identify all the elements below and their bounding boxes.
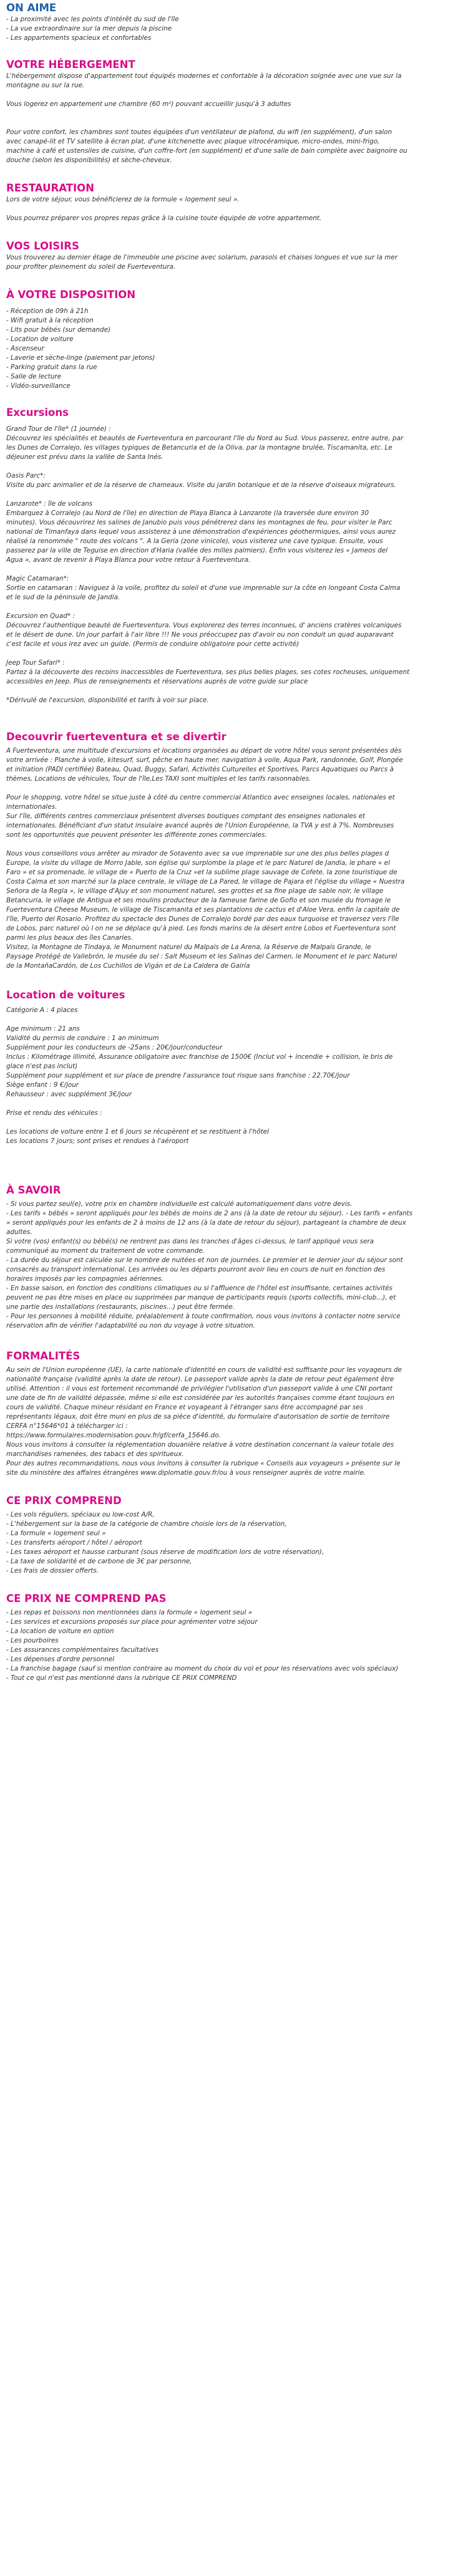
text-line: Nous vous invitons à consulter la réglementation douanière relative à votre destination concernant la valeur totale des	[6, 1441, 394, 1449]
text-line	[6, 205, 467, 214]
text-line: - La vue extraordinaire sur la mer depuis la piscine	[6, 25, 172, 32]
text-line: - Réception de 09h à 21h	[6, 307, 89, 315]
text-line: Inclus : Kilométrage illimité, Assurance obligatoire avec franchise de 1500€ (Inclut vol + incendie + collision, le bris de	[6, 1053, 393, 1061]
text-line: Age minimum : 21 ans	[6, 1025, 80, 1033]
text-line: consacrés au transport international. Les arrivées ou les départs pourront avoir lieu en cours de nuit en fonction des	[6, 1266, 386, 1273]
text-line: Paysage Protégé de Vallebrón, le musée du sel : Salt Museum et les Salinas del Carmen, le Monument et le parc Naturel	[6, 953, 397, 960]
text-line: Supplément pour supplément et sur place de prendre l'assurance tout risque sans franchise : 22.70€/jour	[6, 1072, 350, 1079]
text-line: » seront appliqués pour les enfants de 2 à moins de 12 ans (à la date de retour du séjour), partageant la chambre de deux	[6, 1219, 406, 1227]
text-line: une date de fin de validité dépassée, même si elle est considérée par les autorités françaises comme étant toujours en	[6, 1394, 395, 1402]
section-on-aime	[6, 1, 467, 43]
text-line: https://www.formulaires.modernisation.gouv.fr/gf/cerfa_15646.do.	[6, 1432, 221, 1439]
text-line: Validité du permis de conduire : 1 an minimum	[6, 1035, 159, 1042]
text-line: une partie des installations (restaurants, piscines...) peut être fermée.	[6, 1303, 235, 1311]
text-line: c'est facile et vous irez avec un guide. (Permis de conduire obligatoire pour cette activité)	[6, 640, 300, 648]
text-line: *Dérivulé de l'excursion, disponibilité et tarifs à voir sur place.	[6, 697, 209, 704]
text-line: - Les transferts aéroport / hôtel / aéroport	[6, 1539, 142, 1546]
body-location-voitures	[6, 1006, 467, 1146]
text-line: les Dunes de Corralejo, les villages typiques de Betancuria et de la Oliva, par la montagne brulée, Tiscamanita, etc. Le	[6, 444, 393, 451]
text-line: accessibles en Jeep. Plus de renseignements et réservations auprès de votre guide sur place	[6, 678, 308, 685]
text-line: Embarquez à Corralejo (au Nord de l'île) en direction de Playa Blanca à Lanzarote (la traversée dure environ 30	[6, 509, 369, 517]
text-line: Europe, la visite du village de Morro Jable, son église qui surplombe la plage et le parc Naturel de Jandia, le phare « el	[6, 859, 390, 867]
body-vos-loisirs	[6, 253, 467, 272]
text-line: Pour des autres recommandations, nous vous invitons à consulter la rubrique « Conseils aux voyageurs » présente sur le	[6, 1460, 401, 1467]
heading-vos-loisirs: VOS LOISIRS	[6, 240, 79, 252]
text-line: - Vidéo-surveillance	[6, 382, 71, 390]
text-line: - Les frais de dossier offerts.	[6, 1567, 99, 1575]
heading-location-voitures: Location de voitures	[6, 989, 125, 1001]
text-line: Prise et rendu des véhicules :	[6, 1109, 102, 1117]
text-line: Nous vous conseillons vous arrêter au mirador de Sotavento avec sa vue imprenable sur une des plus belles plages d	[6, 850, 389, 857]
heading-ce-prix-comprend: CE PRIX COMPREND	[6, 1495, 122, 1507]
text-line: Sur l'île, différents centres commerciaux présentent diverses boutiques comptant des enseignes nationales et	[6, 813, 366, 820]
text-line: et initiation (PADI certifiée) Bateau, Quad, Buggy, Safari, Activités Culturelles et Sportives, Parcs Aquatiques ou Parcs à	[6, 766, 394, 773]
text-line: - Salle de lecture	[6, 373, 62, 380]
heading-excursions: Excursions	[6, 407, 69, 418]
text-line: - Les pourboires	[6, 1637, 59, 1644]
text-line: glace n'est pas inclut)	[6, 1063, 78, 1070]
text-line: Magic Catamaran*:	[6, 575, 69, 582]
text-line: représentants légaux, doit être muni en plus de sa pièce d'identité, du formulaire d'autorisation de sortie de territoire	[6, 1413, 390, 1421]
text-line: CERFA n°15646*01 à télécharger ici :	[6, 1422, 128, 1430]
section-restauration	[6, 181, 467, 223]
body-votre-hebergement	[6, 72, 467, 165]
text-line: douche (selon les disponibilités) et sèche-cheveux.	[6, 157, 172, 164]
text-line: - Les vols réguliers, spéciaux ou low-cost A/R,	[6, 1511, 155, 1518]
text-line: - Laverie et sèche-linge (paiement par jetons)	[6, 354, 155, 362]
text-line: - Les assurances complémentaires facultatives	[6, 1646, 159, 1654]
text-line	[6, 1099, 467, 1109]
text-line: - Si vous partez seul(e), votre prix en chambre individuelle est calculé automatiquement dans votre devis.	[6, 1200, 353, 1208]
body-decouvrir	[6, 746, 467, 971]
text-line: - Lits pour bébés (sur demande)	[6, 326, 111, 334]
text-line: - Ascenseur	[6, 345, 44, 352]
text-line: et le désert de dune. Un jour parfait à l'air libre !!! Ne vous préoccupez pas d'avoir ou non conduit un quad auparavant	[6, 631, 394, 639]
text-line: - Les services et excursions proposés sur place pour agrémenter votre séjour	[6, 1618, 258, 1626]
text-line	[6, 462, 467, 471]
text-line: Catégorie A : 4 places	[6, 1006, 78, 1014]
text-line: marchandises ramenées, des tabacs et des spiritueux.	[6, 1450, 184, 1458]
heading-ce-prix-ne-comprend-pas: CE PRIX NE COMPREND PAS	[6, 1593, 167, 1604]
text-line: - La franchise bagage (sauf si mention contraire au moment du choix du vol et pour les réservations avec vols spéciaux)	[6, 1665, 399, 1672]
text-line: avec canapé-lit et TV satellite à écran plat, d'une kitchenette avec plaque vitrocéramique, micro-ondes, mini-frigo,	[6, 138, 380, 145]
body-on-aime	[6, 15, 467, 43]
text-line: peuvent ne pas être mises en place ou supprimées par manque de participants requis (sports collectifs, mini-club...), et	[6, 1294, 396, 1301]
text-line: sont les opportunités que peuvent présenter les différente zones commerciales.	[6, 831, 267, 839]
text-line: machine à café et ustensiles de cuisine, d'un coffre-fort (en supplément) et d'une salle de bain complète avec baignoire ou	[6, 147, 407, 155]
text-line: Vous pourrez préparer vos propres repas grâce à la cuisine toute équipée de votre appartement.	[6, 215, 322, 222]
text-line: Excursion en Quad* :	[6, 612, 75, 620]
text-line: Découvrez l'authentique beauté de Fuerteventura. Vous explorerez des terres inconnues, d' anciens cratères volcaniques	[6, 622, 402, 629]
text-line: parmi les plus beaux des îles Canaries.	[6, 934, 134, 942]
body-a-savoir	[6, 1200, 467, 1331]
body-excursions	[6, 425, 467, 705]
heading-on-aime: ON AIME	[6, 2, 57, 14]
text-line: de la MontañaCardón, de Los Cuchillos de Vigán et de La Caldera de Gairía	[6, 962, 250, 970]
text-line: - La formule « logement seul »	[6, 1530, 106, 1537]
text-line: internationales.	[6, 803, 57, 811]
text-line: Pour votre confort, les chambres sont toutes équipées d'un ventilateur de plafond, du wifi (en supplément), d'un salon	[6, 128, 393, 136]
text-line	[6, 840, 467, 849]
text-line: Partez à la découverte des recoins inaccessibles de Fuerteventura, ses plus belles plages, ses cotes rocheuses, uniquement	[6, 668, 410, 676]
heading-formalites: FORMALITÉS	[6, 1350, 80, 1362]
text-line: Supplément pour les conducteurs de -25ans : 20€/jour/conducteur	[6, 1044, 223, 1051]
text-line: Visitez, la Montagne de Tindaya, le Monument naturel du Malpaís de La Arena, la Réserve de Malpaís Grande, le	[6, 943, 371, 951]
text-line: et le sud de la péninsule de Jandía.	[6, 594, 120, 601]
text-line: votre arrivée : Planche à voile, kitesurf, surf, pêche en haute mer, navigation à voile, Aqua Park, randonnée, Golf, Plongée	[6, 756, 403, 764]
text-line: Costa Calma et son marché sur la place centrale, le village de La Pared, le village de Pajara et l'église du village « Nuestra	[6, 878, 405, 885]
section-a-savoir	[6, 1184, 467, 1331]
text-line: Rehausseur : avec supplément 3€/jour	[6, 1091, 132, 1098]
text-line: l'île, Puerto del Rosario. Profitez du spectacle des Dunes de Corralejo bordé par des eaux turquoise et traversez vers l'île	[6, 915, 399, 923]
text-line	[6, 649, 467, 658]
text-line: - Tout ce qui n'est pas mentionné dans la rubrique CE PRIX COMPREND	[6, 1674, 237, 1682]
text-line: Oasis Parc*:	[6, 472, 46, 480]
text-line: minutes). Vous découvrirez les salines de Janubio puis vous pénétrerez dans les montagnes de feu, pour visiter le Parc	[6, 519, 393, 526]
text-line: Betancuria, le village de Antigua et ses moulins producteur de la fameuse farine de Gofio et son musée du fromage le	[6, 897, 391, 904]
text-line: Les locations de voiture entre 1 et 6 jours se récupèrent et se restituent à l'hôtel	[6, 1128, 269, 1136]
text-line: réservation afin de vérifier l'adaptabilité ou non du voyage à votre situation.	[6, 1322, 255, 1329]
text-line: Découvrez les spécialités et beautés de Fuerteventura en parcourant l'île du Nord au Sud. Vous passerez, entre autre, par	[6, 435, 404, 442]
text-line: Pour le shopping, votre hôtel se situe juste à côté du centre commercial Atlantico avec enseignes locales, nationales et	[6, 794, 395, 801]
text-line: Sortie en catamaran : Naviguez à la voile, profitez du soleil et d'une vue imprenable sur la côte en longeant Costa Calma	[6, 584, 401, 592]
text-line	[6, 687, 467, 696]
body-restauration	[6, 195, 467, 223]
section-formalites	[6, 1349, 467, 1478]
section-excursions	[6, 406, 467, 705]
section-location-voitures	[6, 988, 467, 1146]
text-line: utilisé. Attention : il vous est fortement recommandé de privilégier l'utilisation d'un passeport valide à une CNI portant	[6, 1385, 393, 1392]
text-line: national de Timanfaya dans lequel vous assisterez à une démonstration d'expériences géothermiques, ainsi vous aurez	[6, 528, 396, 536]
text-line: Si votre (vos) enfant(s) ou bébé(s) ne rentrent pas dans les tranches d'âges ci-dessus, le tarif appliqué vous sera	[6, 1238, 374, 1245]
section-vos-loisirs	[6, 239, 467, 272]
text-line	[6, 490, 467, 499]
text-line: - Parking gratuit dans la rue	[6, 364, 97, 371]
text-line: - La proximité avec les points d'intérêt du sud de l'île	[6, 16, 179, 23]
section-a-votre-disposition	[6, 288, 467, 391]
text-line: Jeep Tour Safari* :	[6, 659, 65, 667]
text-line: Au sein de l'Union européenne (UE), la carte nationale d'identité en cours de validité est suffisante pour les voyageurs de	[6, 1366, 402, 1374]
text-line: - La durée du séjour est calculée sur le nombre de nuitées et non de journées. Le premier et le dernier jour du séjour sont	[6, 1257, 403, 1264]
text-line: - La location de voiture en option	[6, 1628, 114, 1635]
section-votre-hebergement	[6, 58, 467, 165]
text-line: - L'hébergement sur la base de la catégorie de chambre choisie lors de la réservation,	[6, 1520, 287, 1528]
text-line: - Les tarifs « bébés » seront appliqués pour les bébés de moins de 2 ans (à la date de retour du séjour). - Les tarifs « enfants	[6, 1210, 413, 1217]
text-line	[6, 109, 467, 118]
text-line: Lanzarote* : île de volcans	[6, 500, 93, 508]
text-line: Faro » et sa promenade, le village de « Puerto de la Cruz »et la sublime plage sauvage de Cofete, la zone touristique de	[6, 869, 397, 876]
text-line: Lors de votre séjour, vous bénéficierez de la formule « logement seul ».	[6, 196, 240, 203]
text-line: - Les taxes aéroport et hausse carburant (sous réserve de modification lors de votre réservation),	[6, 1548, 324, 1556]
text-line: Siège enfant : 9 €/jour	[6, 1081, 79, 1089]
text-line	[6, 784, 467, 793]
heading-votre-hebergement: VOTRE HÉBERGEMENT	[6, 59, 135, 70]
text-line: passerez par la ville de Teguise en direction d'Haria (vallée des milles palmiers). Enfin vous visiterez les « Jameos del	[6, 547, 388, 554]
text-line: - Les repas et boissons non mentionnées dans la formule « logement seul »	[6, 1609, 253, 1616]
heading-a-votre-disposition: À VOTRE DISPOSITION	[6, 289, 136, 301]
text-line: Grand Tour de l'île* (1 journée) :	[6, 425, 111, 433]
text-line	[6, 1118, 467, 1127]
body-ce-prix-comprend	[6, 1510, 467, 1576]
text-line	[6, 602, 467, 612]
text-line: Les locations 7 jours; sont prises et rendues à l'aéroport	[6, 1137, 189, 1145]
text-line: de Lobos, parc naturel où l on ne se déplace qu'à pied. Les fonds marins de la désert entre Lobos et Fuerteventura sont	[6, 925, 396, 932]
text-line	[6, 90, 467, 100]
text-line: - Les appartements spacieux et confortables	[6, 34, 152, 42]
text-line: cours de validité. Chaque mineur résidant en France et voyageant à l'étranger sans être accompagné par ses	[6, 1404, 363, 1411]
text-line: internationales. Bénéficiant d'un statut insulaire avancé auprès de l'Union Européenne, la TVA y est à 7%. Nombreuses	[6, 822, 394, 829]
text-line	[6, 565, 467, 574]
text-line: réalisé la renommée " route des volcans ". A la Geria (zone vinicole), vous visiterez une cave typique. Ensuite, vous	[6, 538, 383, 545]
text-line: montagne ou sur la rue.	[6, 82, 85, 89]
text-line: Vous trouverez au dernier étage de l'immeuble une piscine avec solarium, parasols et chaises longues et vue sur la mer	[6, 254, 397, 261]
text-line: Agua », avant de revenir à Playa Blanca pour votre retour à Fuerteventura.	[6, 556, 251, 564]
section-ce-prix-comprend	[6, 1494, 467, 1576]
text-line: - En basse saison, en fonction des conditions climatiques ou si l'affluence de l'hôtel est insuffisante, certaines activités	[6, 1285, 393, 1292]
text-line: Señora de la Regla », le village d'Ajuy et son monument naturel, ses grottes et sa fine plage de sable noir, le village	[6, 887, 384, 895]
body-ce-prix-ne-comprend-pas	[6, 1608, 467, 1683]
body-formalites	[6, 1366, 467, 1478]
text-line: Visite du parc animalier et de la réserve de chameaux. Visite du jardin botanique et de la réserve d'oiseaux migrateurs.	[6, 481, 396, 489]
text-line: communiqué au moment du traitement de votre commande.	[6, 1247, 205, 1255]
text-line: - Les dépenses d'ordre personnel	[6, 1656, 115, 1663]
heading-decouvrir: Decouvrir fuerteventura et se divertir	[6, 731, 227, 743]
text-line: - La taxe de solidarité et de carbone de 3€ par personne,	[6, 1558, 192, 1565]
section-ce-prix-ne-comprend-pas	[6, 1592, 467, 1683]
text-line: déjeuner est prévu dans la vallée de Santa Inés.	[6, 453, 163, 461]
text-line: site du ministère des affaires étrangères www.diplomatie.gouv.fr/ou à vous renseigner auprès de votre mairie.	[6, 1469, 366, 1477]
section-decouvrir	[6, 730, 467, 971]
body-a-votre-disposition	[6, 307, 467, 391]
text-line: - Location de voiture	[6, 335, 74, 343]
text-line: Fuerteventura Cheese Museum, le village de Tiscamanita et ses plantations de cactus et d'Aloe Vera, enfin la capitale de	[6, 906, 400, 914]
text-line	[6, 118, 467, 128]
text-line: Vous logerez en appartement une chambre (60 m²) pouvant accueillir jusqu'à 3 adultes	[6, 100, 291, 108]
text-line: L'hébergement dispose d'appartement tout équipés modernes et confortable à la décoration soignée avec une vue sur la	[6, 72, 402, 80]
text-line: pour profiter pleinement du soleil de Fuerteventura.	[6, 263, 176, 271]
text-line: nationalité française (validité après la date de retour). Le passeport valide après la date de retour peut également être	[6, 1376, 394, 1383]
text-line: thèmes, Locations de véhicules, Tour de l'île,Les TAXI sont multiples et les tarifs raisonnables.	[6, 775, 311, 783]
heading-a-savoir: À SAVOIR	[6, 1184, 61, 1196]
heading-restauration: RESTAURATION	[6, 182, 94, 194]
text-line	[6, 1015, 467, 1025]
text-line: adultes.	[6, 1228, 32, 1236]
text-line: A Fuerteventura, une multitude d'excursions et locations organisées au départ de votre hôtel vous seront présentées dès	[6, 747, 402, 755]
text-line: - Pour les personnes à mobilité réduite, préalablement à toute confirmation, nous vous invitons à contacter notre service	[6, 1313, 401, 1320]
text-line: horaires imposés par les compagnies aériennes.	[6, 1275, 163, 1283]
text-line: - Wifi gratuit à la réception	[6, 317, 94, 324]
